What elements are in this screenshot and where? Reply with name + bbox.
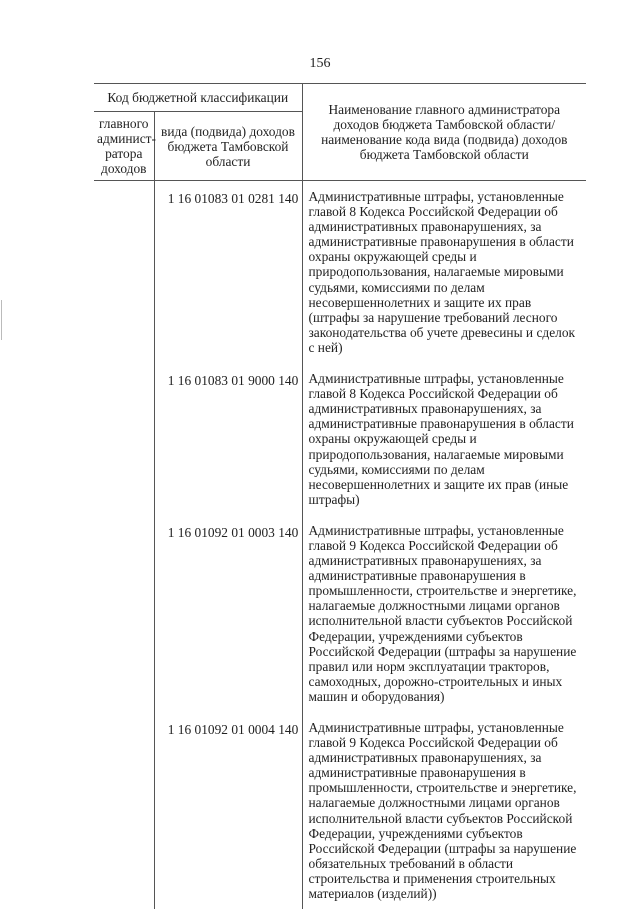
income-code-cell	[154, 181, 302, 364]
income-description: Административные штрафы, установленные главой 9 Кодекса Российской Федерации об административных правонарушениях, за административные правонарушения в промышленности, строительстве и энергетике, налагаемые должностными лицами органов исполнительной власти субъектов Российской Федерации, учреждениями субъектов Российской Федерации (штрафы за нарушение правил или норм эксплуатации тракторов, самоходных, дорожно-строительных и иных машин и оборудования)	[302, 515, 586, 712]
income-code-cell	[154, 363, 302, 515]
scan-margin-mark	[1, 300, 2, 340]
admin-code-cell	[94, 515, 154, 712]
table-row	[94, 363, 586, 515]
income-description: Административные штрафы, установленные главой 9 Кодекса Российской Федерации об административных правонарушениях, за административные правонарушения в промышленности, строительстве и энергетике, налагаемые должностными лицами органов исполнительной власти субъектов Российской Федерации, учреждениями субъектов Российской Федерации (штрафы за нарушение обязательных требований в области строительства и применения строительных материалов (изделий))	[302, 712, 586, 909]
income-code: 1 16 01092 01 0004 140	[158, 722, 299, 737]
table-body	[94, 181, 586, 909]
table-row	[94, 515, 586, 712]
table-row	[94, 181, 586, 364]
income-description: Административные штрафы, установленные главой 8 Кодекса Российской Федерации об административных правонарушениях, за административные правонарушения в области охраны окружающей среды и природопользования, налагаемые мировыми судьями, комиссиями по делам несовершеннолетних и защите их прав (штрафы за нарушение требований лесного законодательства об учете древесины и сделок с ней)	[302, 181, 586, 364]
admin-code-cell	[94, 181, 154, 364]
budget-classification-table	[94, 83, 586, 909]
admin-code-cell	[94, 712, 154, 909]
income-code: 1 16 01083 01 9000 140	[158, 373, 299, 388]
income-description: Административные штрафы, установленные главой 8 Кодекса Российской Федерации об административных правонарушениях, за административные правонарушения в области охраны окружающей среды и природопользования, налагаемые мировыми судьями, комиссиями по делам несовершеннолетних и защите их прав (иные штрафы)	[302, 363, 586, 515]
header-income-type: вида (подвида) доходов бюджета Тамбовской области	[154, 112, 302, 181]
income-code: 1 16 01083 01 0281 140	[158, 191, 299, 206]
income-code-cell	[154, 712, 302, 909]
page-number: 156	[0, 56, 640, 72]
header-main-administrator: главного админист-ратора доходов	[94, 112, 154, 181]
header-administrator-name: Наименование главного администратора доходов бюджета Тамбовской области/наименование кода вида (подвида) доходов бюджета Тамбовской области	[302, 84, 586, 181]
admin-code-cell	[94, 363, 154, 515]
header-budget-classification-code: Код бюджетной классификации	[94, 84, 302, 112]
income-code: 1 16 01092 01 0003 140	[158, 525, 299, 540]
income-code-cell	[154, 515, 302, 712]
table-row	[94, 712, 586, 909]
